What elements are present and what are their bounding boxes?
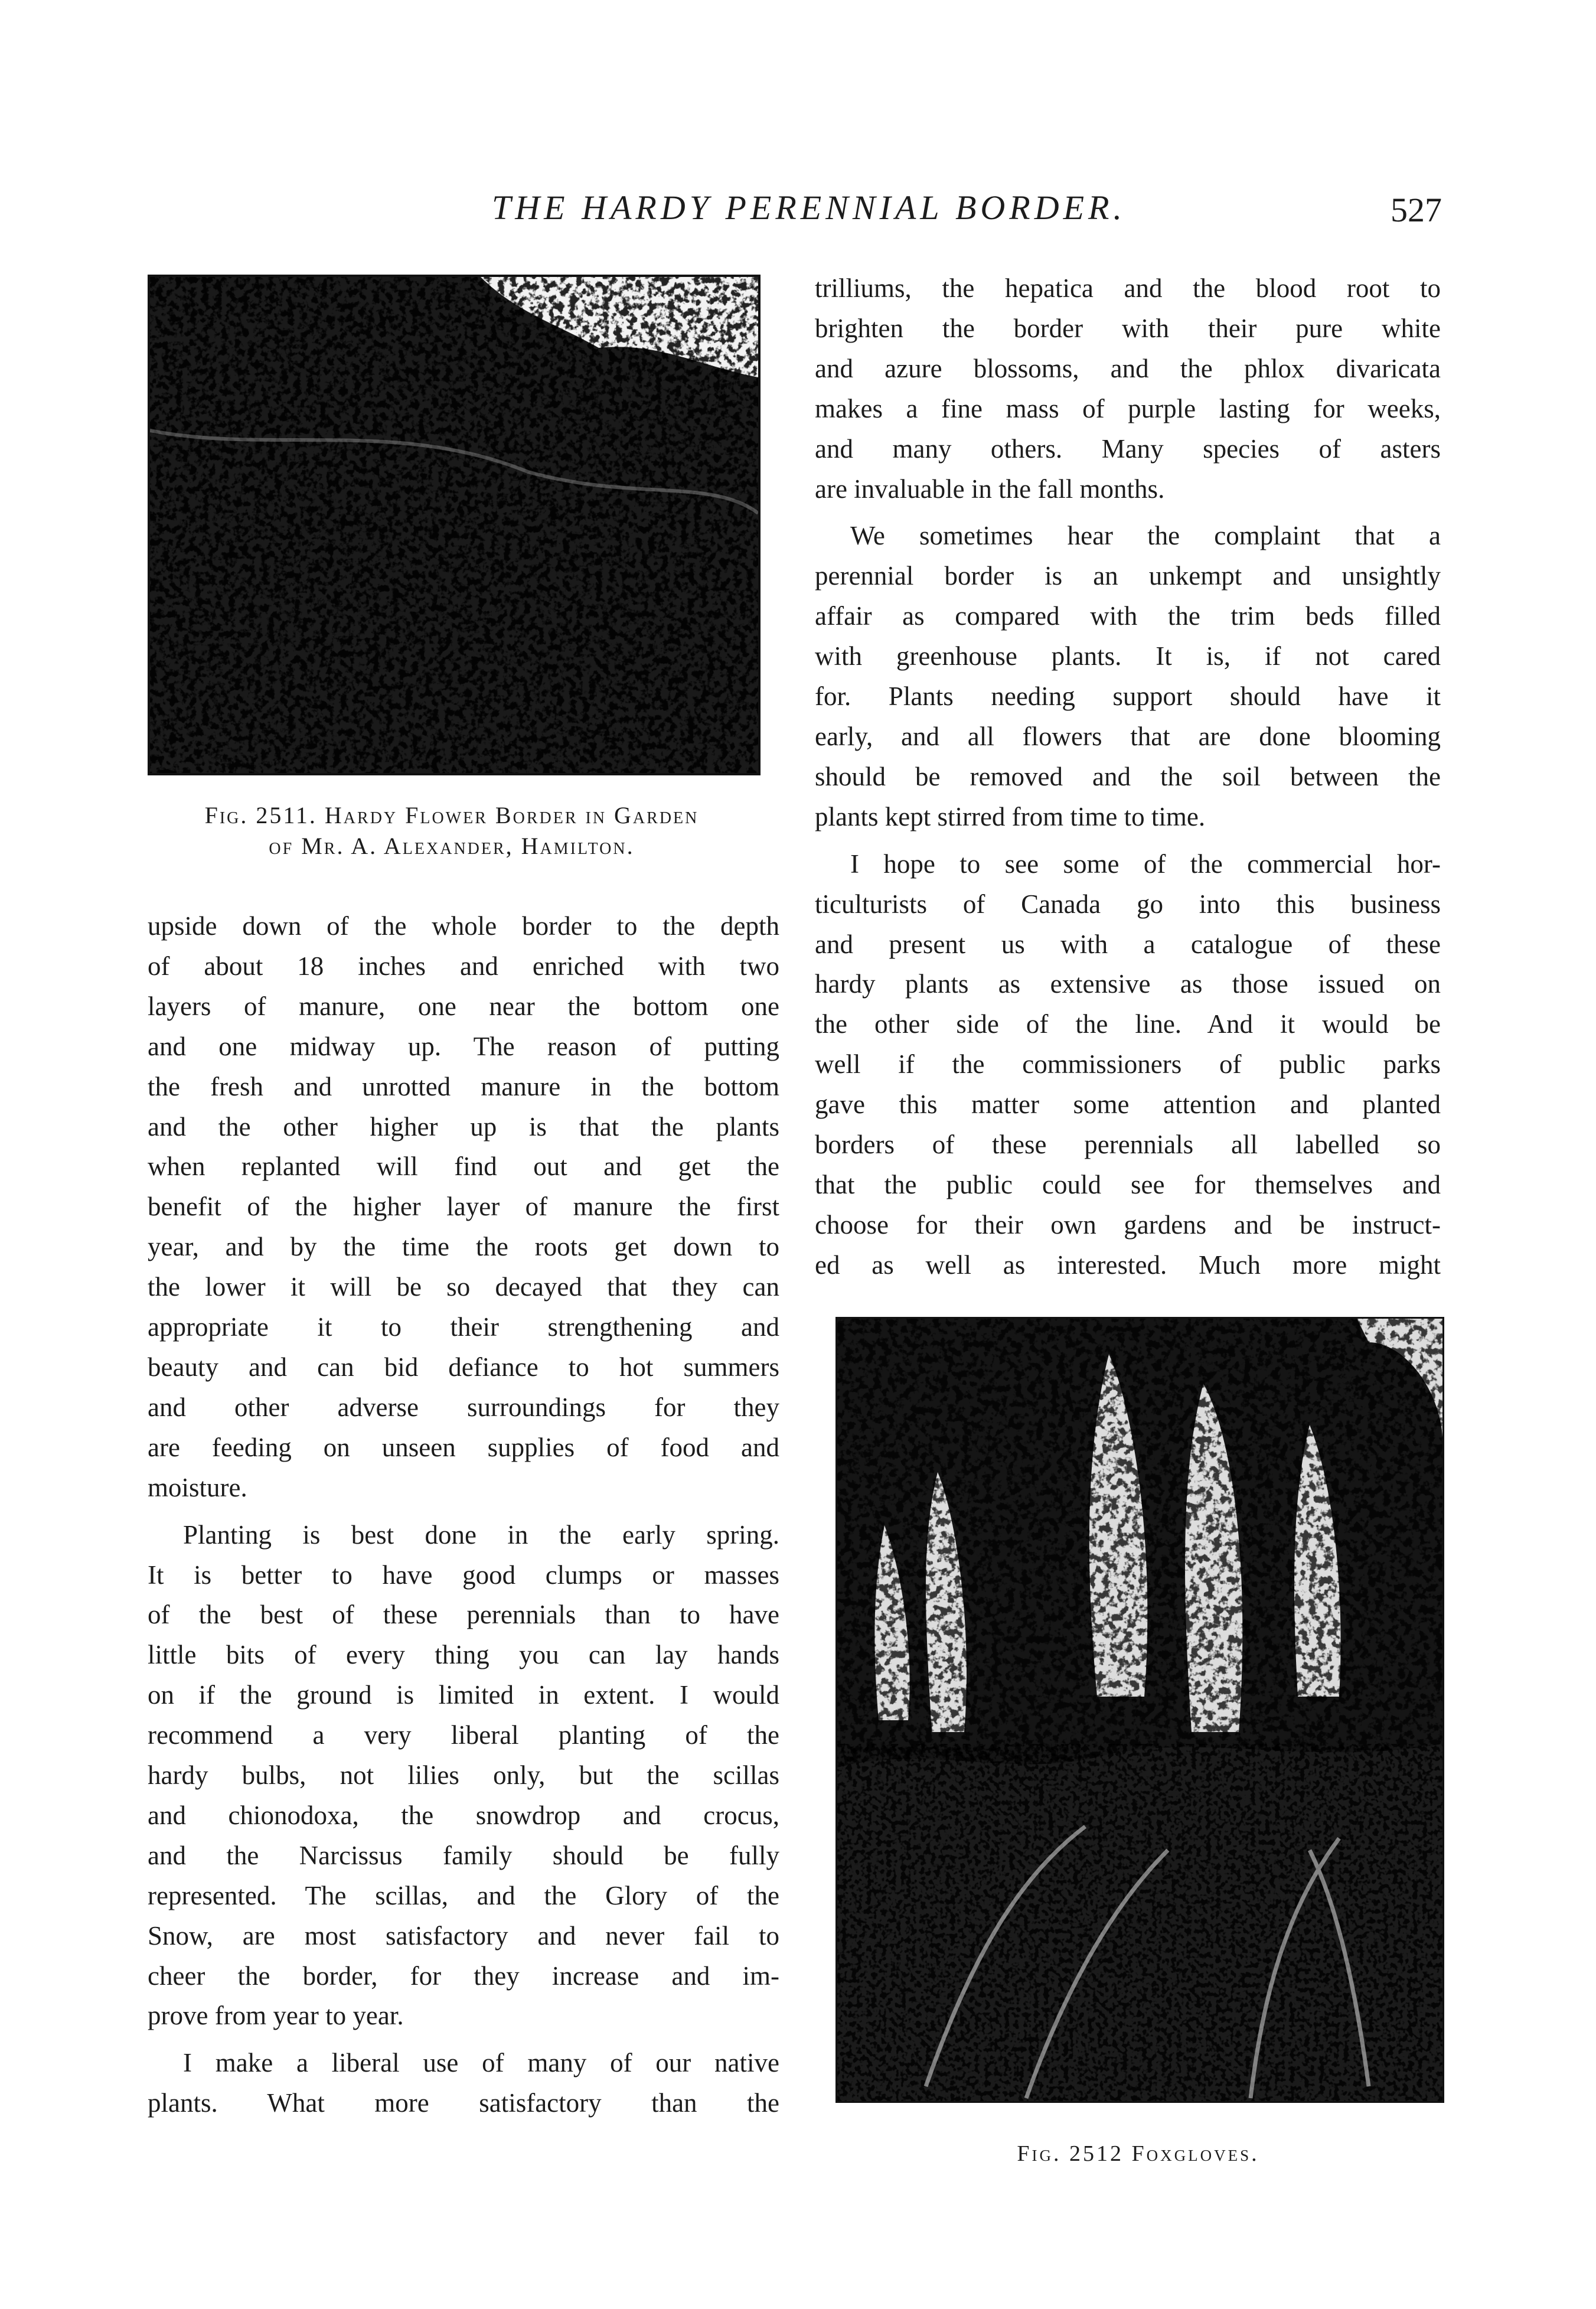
- text-line: trilliums, the hepatica and the blood root to: [815, 273, 1441, 303]
- figure-2-caption: Fig. 2512 Foxgloves.: [1017, 2141, 1259, 2166]
- text-line: moisture.: [148, 1472, 247, 1502]
- text-line: little bits of every thing you can lay hands: [148, 1640, 779, 1670]
- text-line: hardy plants as extensive as those issued on: [815, 969, 1441, 999]
- text-line: that the public could see for themselves and: [815, 1169, 1441, 1199]
- text-line: and azure blossoms, and the phlox divaricata: [815, 353, 1441, 383]
- text-line: choose for their own gardens and be instruct-: [815, 1209, 1441, 1240]
- figure-1-caption-line-1: Fig. 2511. Hardy Flower Border in Garden: [204, 802, 699, 829]
- text-line: hardy bulbs, not lilies only, but the scillas: [148, 1760, 779, 1791]
- text-line: ed as well as interested. Much more might: [815, 1250, 1441, 1280]
- text-line: gave this matter some attention and planted: [815, 1090, 1441, 1120]
- text-line: on if the ground is limited in extent. I would: [148, 1680, 779, 1710]
- text-line: cheer the border, for they increase and im-: [148, 1961, 779, 1991]
- text-line: recommend a very liberal planting of the: [148, 1720, 779, 1750]
- text-line: when replanted will find out and get the: [148, 1152, 779, 1182]
- text-line: I make a liberal use of many of our native: [183, 2048, 779, 2078]
- text-line: borders of these perennials all labelled so: [815, 1130, 1441, 1160]
- text-line: ticulturists of Canada go into this business: [815, 889, 1441, 919]
- text-line: appropriate it to their strengthening and: [148, 1312, 779, 1342]
- text-line: makes a fine mass of purple lasting for weeks,: [815, 393, 1441, 423]
- text-line: early, and all flowers that are done blooming: [815, 721, 1441, 751]
- text-line: with greenhouse plants. It is, if not cared: [815, 641, 1441, 671]
- text-line: of about 18 inches and enriched with two: [148, 951, 779, 981]
- left-column-text: [148, 906, 779, 2124]
- text-line: I hope to see some of the commercial hor-: [850, 849, 1441, 879]
- text-line: and the other higher up is that the plants: [148, 1111, 779, 1142]
- text-line: beauty and can bid defiance to hot summers: [148, 1352, 779, 1382]
- text-line: plants kept stirred from time to time.: [815, 801, 1206, 831]
- text-line: plants. What more satisfactory than the: [148, 2088, 779, 2118]
- text-line: the lower it will be so decayed that they can: [148, 1272, 779, 1302]
- text-line: represented. The scillas, and the Glory of the: [148, 1880, 779, 1910]
- text-line: and the Narcissus family should be fully: [148, 1840, 779, 1870]
- text-line: It is better to have good clumps or masses: [148, 1560, 779, 1590]
- text-line: should be removed and the soil between the: [815, 761, 1441, 791]
- right-column-text: [815, 269, 1441, 1286]
- page-number: 527: [1391, 191, 1442, 229]
- text-line: Planting is best done in the early spring.: [183, 1519, 779, 1550]
- text-line: and present us with a catalogue of these: [815, 929, 1441, 959]
- text-line: Snow, are most satisfactory and never fail to: [148, 1920, 779, 1951]
- text-line: and chionodoxa, the snowdrop and crocus,: [148, 1800, 779, 1830]
- text-line: and many others. Many species of asters: [815, 433, 1441, 464]
- text-line: upside down of the whole border to the depth: [148, 911, 779, 941]
- text-line: for. Plants needing support should have it: [815, 681, 1441, 712]
- text-line: of the best of these perennials than to have: [148, 1600, 779, 1630]
- text-line: are invaluable in the fall months.: [815, 474, 1165, 504]
- text-line: brighten the border with their pure white: [815, 313, 1441, 343]
- text-line: and other adverse surroundings for they: [148, 1392, 779, 1422]
- foxgloves-photo: [835, 1317, 1444, 2103]
- text-line: prove from year to year.: [148, 2001, 404, 2031]
- text-line: the other side of the line. And it would be: [815, 1009, 1441, 1039]
- text-line: layers of manure, one near the bottom one: [148, 991, 779, 1021]
- text-line: and one midway up. The reason of putting: [148, 1031, 779, 1061]
- text-line: well if the commissioners of public parks: [815, 1049, 1441, 1080]
- text-line: We sometimes hear the complaint that a: [850, 521, 1441, 551]
- flower-border-photo: [148, 275, 761, 775]
- figure-1-caption-line-2: of Mr. A. Alexander, Hamilton.: [269, 833, 635, 859]
- figure-1-caption: [148, 800, 756, 862]
- running-title: THE HARDY PERENNIAL BORDER.: [492, 188, 1126, 227]
- text-line: perennial border is an unkempt and unsightly: [815, 561, 1441, 591]
- text-line: are feeding on unseen supplies of food and: [148, 1432, 779, 1462]
- text-line: affair as compared with the trim beds filled: [815, 601, 1441, 631]
- text-line: benefit of the higher layer of manure the first: [148, 1192, 779, 1222]
- text-line: year, and by the time the roots get down to: [148, 1232, 779, 1262]
- text-line: the fresh and unrotted manure in the bottom: [148, 1071, 779, 1101]
